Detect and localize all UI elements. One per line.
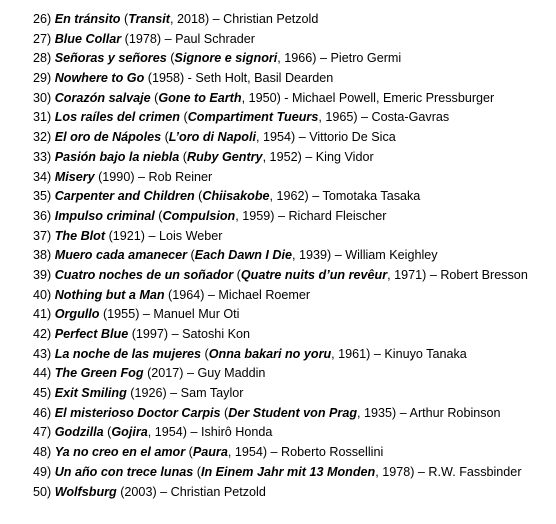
- original-title: Transit: [128, 12, 170, 26]
- spanish-title: El misterioso Doctor Carpis: [54, 405, 221, 420]
- entry-text: (: [103, 425, 112, 440]
- film-entry: [33, 128, 528, 148]
- entry-number: 37): [33, 228, 52, 243]
- entry-text: (2003) – Christian Petzold: [116, 484, 266, 499]
- entry-number: 48): [33, 445, 52, 460]
- entry-text: (: [233, 267, 241, 282]
- entry-number: 50): [33, 484, 52, 499]
- original-title: Compartiment Tueurs: [187, 110, 319, 125]
- entry-number: 41): [33, 307, 52, 322]
- entry-number: 47): [33, 425, 52, 440]
- entry-credits: , 1971) – Robert Bresson: [387, 267, 528, 282]
- spanish-title: Misery: [54, 169, 95, 184]
- entry-number: 49): [33, 464, 52, 479]
- original-title: Compulsion: [162, 208, 236, 223]
- original-title: Der Student von Prag: [228, 405, 358, 420]
- entry-text: (1958) - Seth Holt, Basil Dearden: [144, 71, 334, 86]
- entry-credits: , 1966) – Pietro Germi: [277, 51, 402, 66]
- spanish-title: El oro de Nápoles: [54, 130, 162, 145]
- entry-text: (: [187, 248, 195, 263]
- entry-text: (: [194, 189, 203, 204]
- entry-text: (: [185, 445, 193, 460]
- film-entry: [33, 325, 528, 345]
- entry-number: 29): [33, 71, 52, 86]
- entry-credits: , 1952) – King Vidor: [262, 149, 374, 164]
- film-entry: [33, 345, 528, 365]
- entry-text: (1926) – Sam Taylor: [126, 386, 244, 401]
- film-entry: [33, 384, 528, 404]
- entry-credits: , 1959) – Richard Fleischer: [235, 208, 387, 223]
- spanish-title: Blue Collar: [54, 31, 122, 46]
- film-entry: [33, 463, 528, 483]
- entry-number: 31): [33, 110, 52, 125]
- spanish-title: Un año con trece lunas: [54, 464, 194, 479]
- film-entry: [33, 443, 528, 463]
- original-title: Ruby Gentry: [186, 149, 263, 164]
- original-title: Gojira: [111, 425, 148, 440]
- original-title: Each Dawn I Die: [194, 248, 292, 263]
- entry-text: (1955) – Manuel Mur Oti: [99, 307, 240, 322]
- film-entry: [33, 305, 528, 325]
- original-title: Signore e signori: [174, 51, 278, 66]
- entry-credits: , 1935) – Arthur Robinson: [357, 405, 501, 420]
- spanish-title: Muero cada amanecer: [54, 248, 187, 263]
- entry-text: (1978) – Paul Schrader: [121, 31, 255, 46]
- film-entry: [33, 10, 528, 30]
- entry-text: (: [193, 464, 201, 479]
- entry-credits: , 1965) – Costa-Gavras: [318, 110, 450, 125]
- entry-number: 32): [33, 130, 52, 145]
- entry-text: (: [120, 12, 129, 26]
- entry-text: (: [179, 149, 187, 164]
- spanish-title: Corazón salvaje: [54, 90, 151, 105]
- film-entry: [33, 246, 528, 266]
- film-entry: [33, 207, 528, 227]
- spanish-title: The Green Fog: [54, 366, 144, 381]
- entry-text: (: [166, 51, 175, 66]
- entry-number: 33): [33, 149, 52, 164]
- entry-number: 35): [33, 189, 52, 204]
- film-entry: [33, 49, 528, 69]
- entry-number: 44): [33, 366, 52, 381]
- spanish-title: Wolfsburg: [54, 484, 117, 499]
- original-title: Paura: [192, 445, 228, 460]
- spanish-title: Perfect Blue: [54, 327, 129, 341]
- original-title: Onna bakari no yoru: [208, 346, 332, 361]
- entry-text: (1990) – Rob Reiner: [94, 169, 213, 184]
- original-title: Chiisakobe: [202, 189, 270, 204]
- entry-number: 28): [33, 51, 52, 66]
- spanish-title: En tránsito: [54, 12, 121, 26]
- original-title: L’oro di Napoli: [168, 130, 256, 145]
- entry-number: 39): [33, 267, 52, 282]
- entry-text: (1964) – Michael Roemer: [164, 287, 311, 302]
- film-entry: [33, 148, 528, 168]
- entry-text: (: [220, 405, 229, 420]
- entry-credits: , 1962) – Tomotaka Tasaka: [269, 189, 421, 204]
- entry-text: (: [180, 110, 188, 125]
- film-entry: [33, 404, 528, 424]
- spanish-title: Exit Smiling: [54, 386, 127, 401]
- spanish-title: Los raíles del crimen: [54, 110, 180, 125]
- entry-number: 38): [33, 248, 52, 263]
- spanish-title: Carpenter and Children: [54, 189, 195, 204]
- film-entry: [33, 266, 528, 286]
- entry-credits: , 1954) – Ishirô Honda: [147, 425, 273, 440]
- film-entry: [33, 168, 528, 188]
- spanish-title: La noche de las mujeres: [54, 346, 201, 361]
- film-entry: [33, 187, 528, 207]
- original-title: Quatre nuits d’un revêur: [240, 267, 388, 282]
- entry-text: (1921) – Lois Weber: [105, 228, 223, 243]
- entry-number: 43): [33, 346, 52, 361]
- film-entry: [33, 108, 528, 128]
- film-entry: [33, 483, 528, 503]
- entry-number: 45): [33, 386, 52, 401]
- film-entry: [33, 89, 528, 109]
- entry-credits: , 1961) – Kinuyo Tanaka: [331, 346, 467, 361]
- film-list: [33, 10, 528, 502]
- film-entry: [33, 30, 528, 50]
- entry-number: 36): [33, 208, 52, 223]
- entry-credits: , 1978) – R.W. Fassbinder: [375, 464, 522, 479]
- entry-number: 27): [33, 31, 52, 46]
- entry-credits: , 1939) – William Keighley: [292, 248, 438, 263]
- spanish-title: Nothing but a Man: [54, 287, 165, 302]
- entry-number: 34): [33, 169, 52, 184]
- spanish-title: Orgullo: [54, 307, 100, 322]
- film-entry: [33, 423, 528, 443]
- entry-credits: , 1954) – Vittorio De Sica: [256, 130, 396, 145]
- spanish-title: Cuatro noches de un soñador: [54, 267, 234, 282]
- original-title: In Einem Jahr mit 13 Monden: [200, 464, 376, 479]
- entry-text: (: [201, 346, 209, 361]
- film-entry: [33, 227, 528, 247]
- entry-number: 46): [33, 405, 52, 420]
- original-title: Gone to Earth: [158, 90, 242, 105]
- spanish-title: Godzilla: [54, 425, 104, 440]
- entry-text: (1997) – Satoshi Kon: [128, 327, 251, 341]
- spanish-title: Pasión bajo la niebla: [54, 149, 180, 164]
- entry-text: (: [161, 130, 169, 145]
- film-entry: [33, 69, 528, 89]
- film-entry: [33, 364, 528, 384]
- entry-credits: , 1954) – Roberto Rossellini: [227, 445, 384, 460]
- film-entry: [33, 286, 528, 306]
- entry-text: (: [150, 90, 159, 105]
- entry-text: (2017) – Guy Maddin: [143, 366, 266, 381]
- spanish-title: The Blot: [54, 228, 106, 243]
- spanish-title: Nowhere to Go: [54, 71, 145, 86]
- entry-credits: , 1950) - Michael Powell, Emeric Pressburger: [241, 90, 495, 105]
- entry-number: 30): [33, 90, 52, 105]
- spanish-title: Impulso criminal: [54, 208, 155, 223]
- spanish-title: Ya no creo en el amor: [54, 445, 186, 460]
- entry-text: (: [154, 208, 163, 223]
- entry-number: 26): [33, 12, 52, 26]
- entry-number: 40): [33, 287, 52, 302]
- entry-credits: , 2018) – Christian Petzold: [169, 12, 319, 26]
- spanish-title: Señoras y señores: [54, 51, 167, 66]
- entry-number: 42): [33, 327, 52, 341]
